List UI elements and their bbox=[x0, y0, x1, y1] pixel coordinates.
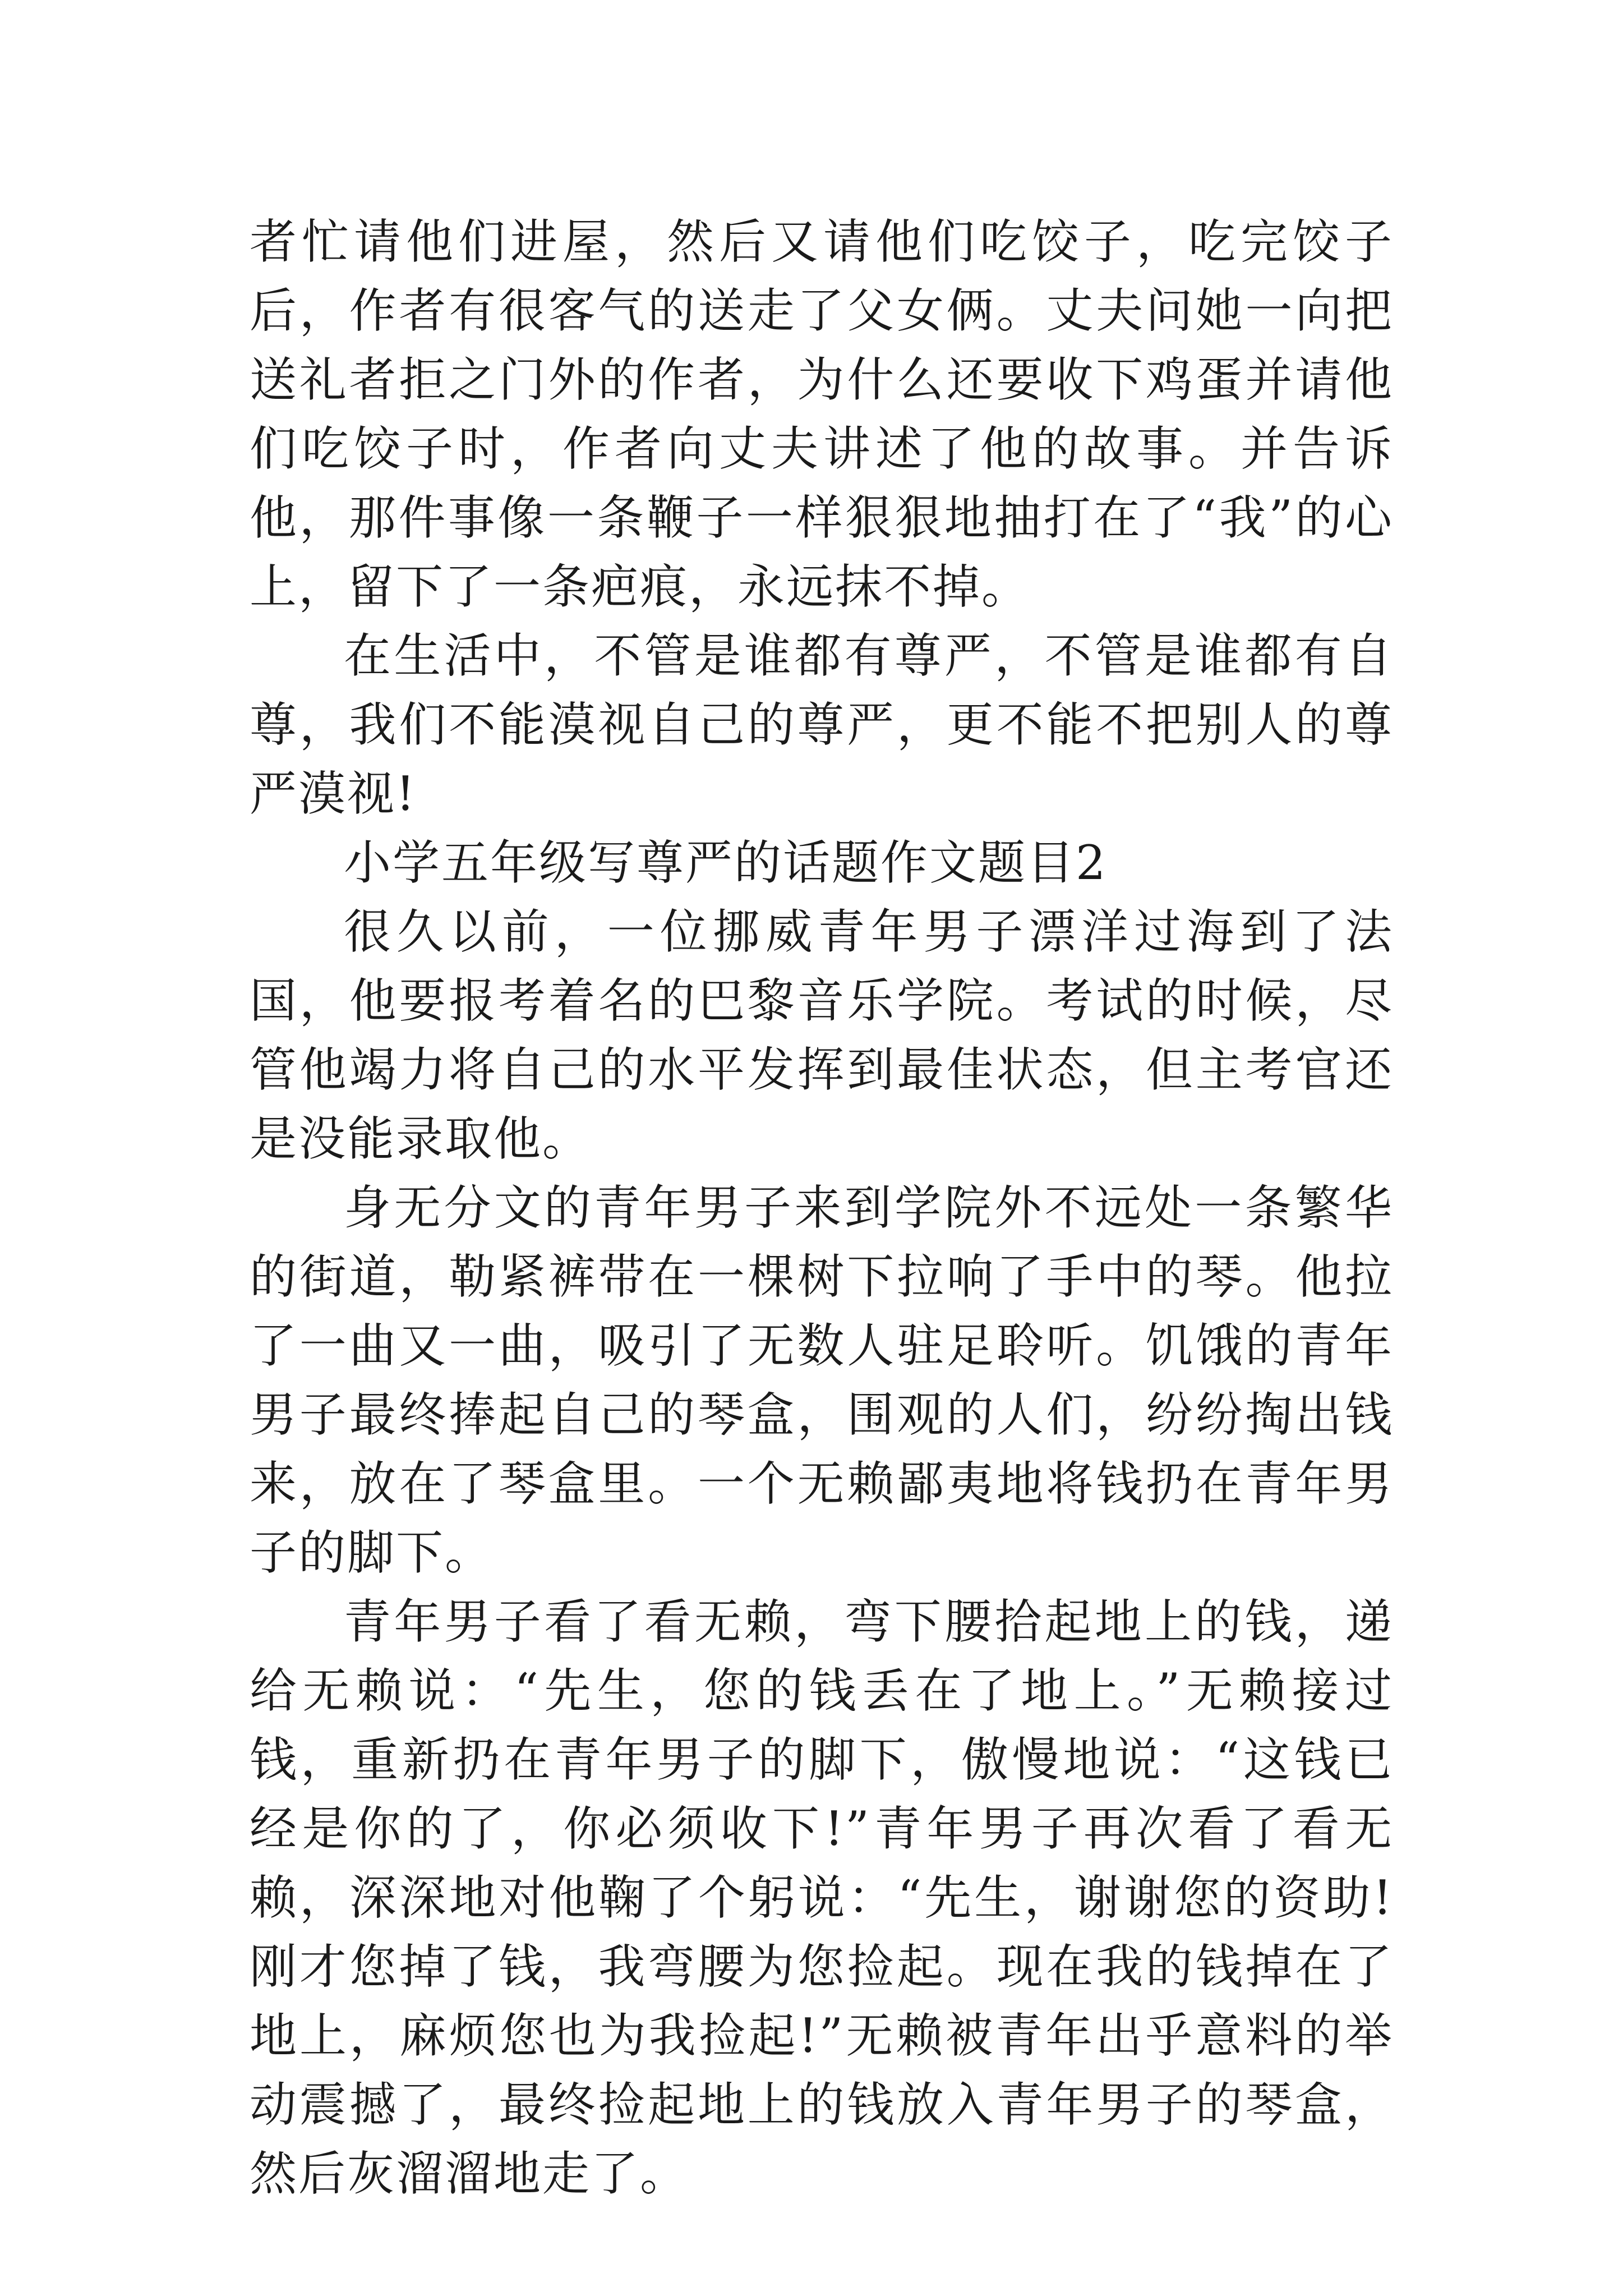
paragraph-5: 青年男子看了看无赖，弯下腰拾起地上的钱，递给无赖说：“先生，您的钱丢在了地上。”无赖接过钱，重新扔在青年男子的脚下，傲慢地说：“这钱已经是你的了，你必须收下!”青年男子再次看了看无赖，深深地对他鞠了个躬说：“先生，谢谢您的资助!刚才您掉了钱，我弯腰为您捡起。现在我的钱掉在了地上，麻烦您也为我捡起!”无赖被青年出乎意料的举动震撼了，最终捡起地上的钱放入青年男子的琴盒，然后灰溜溜地走了。 bbox=[250, 1594, 1394, 2201]
paragraph-4: 身无分文的青年男子来到学院外不远处一条繁华的街道，勒紧裤带在一棵树下拉响了手中的琴。他拉了一曲又一曲，吸引了无数人驻足聆听。饥饿的青年男子最终捧起自己的琴盒，围观的人们，纷纷掏出钱来，放在了琴盒里。一个无赖鄙夷地将钱扔在青年男子的脚下。 bbox=[250, 1180, 1394, 1580]
document-page bbox=[250, 208, 1394, 2208]
paragraph-3: 很久以前，一位挪威青年男子漂洋过海到了法国，他要报考着名的巴黎音乐学院。考试的时候，尽管他竭力将自己的水平发挥到最佳状态，但主考官还是没能录取他。 bbox=[250, 904, 1394, 1166]
section-heading: 小学五年级写尊严的话题作文题目2 bbox=[344, 835, 1108, 890]
paragraph-2: 在生活中，不管是谁都有尊严，不管是谁都有自尊，我们不能漠视自己的尊严，更不能不把别人的尊严漠视! bbox=[250, 628, 1394, 821]
paragraph-1: 者忙请他们进屋，然后又请他们吃饺子，吃完饺子后，作者有很客气的送走了父女俩。丈夫问她一向把送礼者拒之门外的作者，为什么还要收下鸡蛋并请他们吃饺子时，作者向丈夫讲述了他的故事。并告诉他，那件事像一条鞭子一样狠狠地抽打在了“我”的心上，留下了一条疤痕，永远抹不掉。 bbox=[250, 214, 1394, 614]
